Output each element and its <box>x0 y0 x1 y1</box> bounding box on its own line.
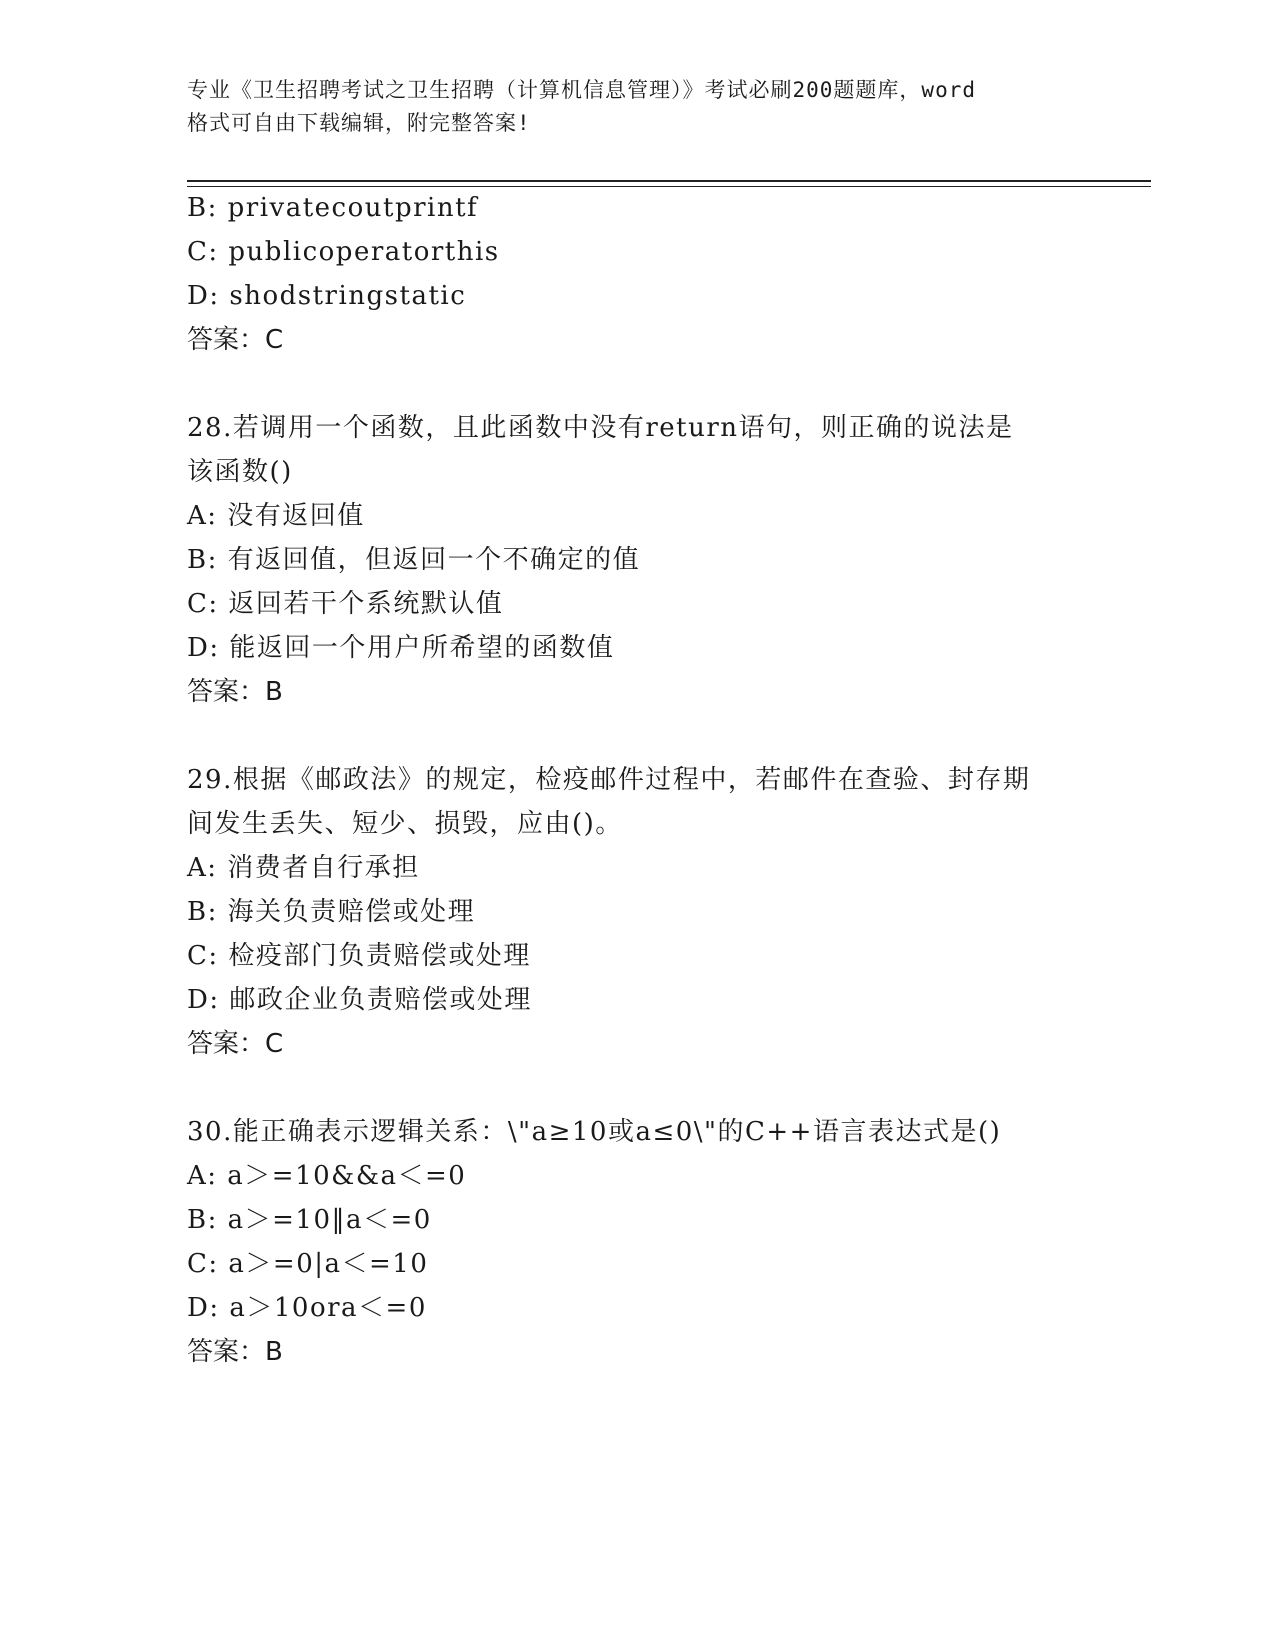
q30-option-c: C: a＞=0|a＜=10 <box>187 1249 429 1279</box>
q28-option-b: B: 有返回值，但返回一个不确定的值 <box>187 545 641 575</box>
q28-stem-line-2: 该函数() <box>187 457 293 487</box>
document-header <box>187 74 1087 140</box>
q27-answer: 答案：C <box>187 325 284 355</box>
q29-answer: 答案：C <box>187 1029 284 1059</box>
q28-option-d: D: 能返回一个用户所希望的函数值 <box>187 633 615 663</box>
q27-option-d: D: shodstringstatic <box>187 281 467 311</box>
q30-option-a: A: a＞=10&&a＜=0 <box>187 1161 467 1191</box>
q29-stem-line-2: 间发生丢失、短少、损毁，应由()。 <box>187 809 623 839</box>
q29-option-b: B: 海关负责赔偿或处理 <box>187 897 476 927</box>
header-divider-thin <box>187 186 1151 187</box>
header-title-line-2: 格式可自由下载编辑，附完整答案! <box>187 111 531 135</box>
header-title-line-1: 专业《卫生招聘考试之卫生招聘（计算机信息管理）》考试必刷200题题库，word <box>187 78 976 102</box>
q29-option-a: A: 消费者自行承担 <box>187 853 420 883</box>
q28-stem-line-1: 28.若调用一个函数，且此函数中没有return语句，则正确的说法是 <box>187 413 1014 443</box>
q29-option-d: D: 邮政企业负责赔偿或处理 <box>187 985 532 1015</box>
q29-option-c: C: 检疫部门负责赔偿或处理 <box>187 941 531 971</box>
q27-option-b: B: privatecoutprintf <box>187 193 479 223</box>
q29-stem-line-1: 29.根据《邮政法》的规定，检疫邮件过程中，若邮件在查验、封存期 <box>187 765 1031 795</box>
q30-stem-line-1: 30.能正确表示逻辑关系：\"a≥10或a≤0\"的C++语言表达式是() <box>187 1117 1002 1147</box>
q28-option-c: C: 返回若干个系统默认值 <box>187 589 504 619</box>
q28-option-a: A: 没有返回值 <box>187 501 365 531</box>
header-divider-thick <box>187 180 1151 182</box>
q27-option-c: C: publicoperatorthis <box>187 237 500 267</box>
q30-answer: 答案：B <box>187 1337 283 1367</box>
q28-answer: 答案：B <box>187 677 283 707</box>
q30-option-d: D: a＞10ora＜=0 <box>187 1293 427 1323</box>
q30-option-b: B: a＞=10‖a＜=0 <box>187 1205 432 1235</box>
